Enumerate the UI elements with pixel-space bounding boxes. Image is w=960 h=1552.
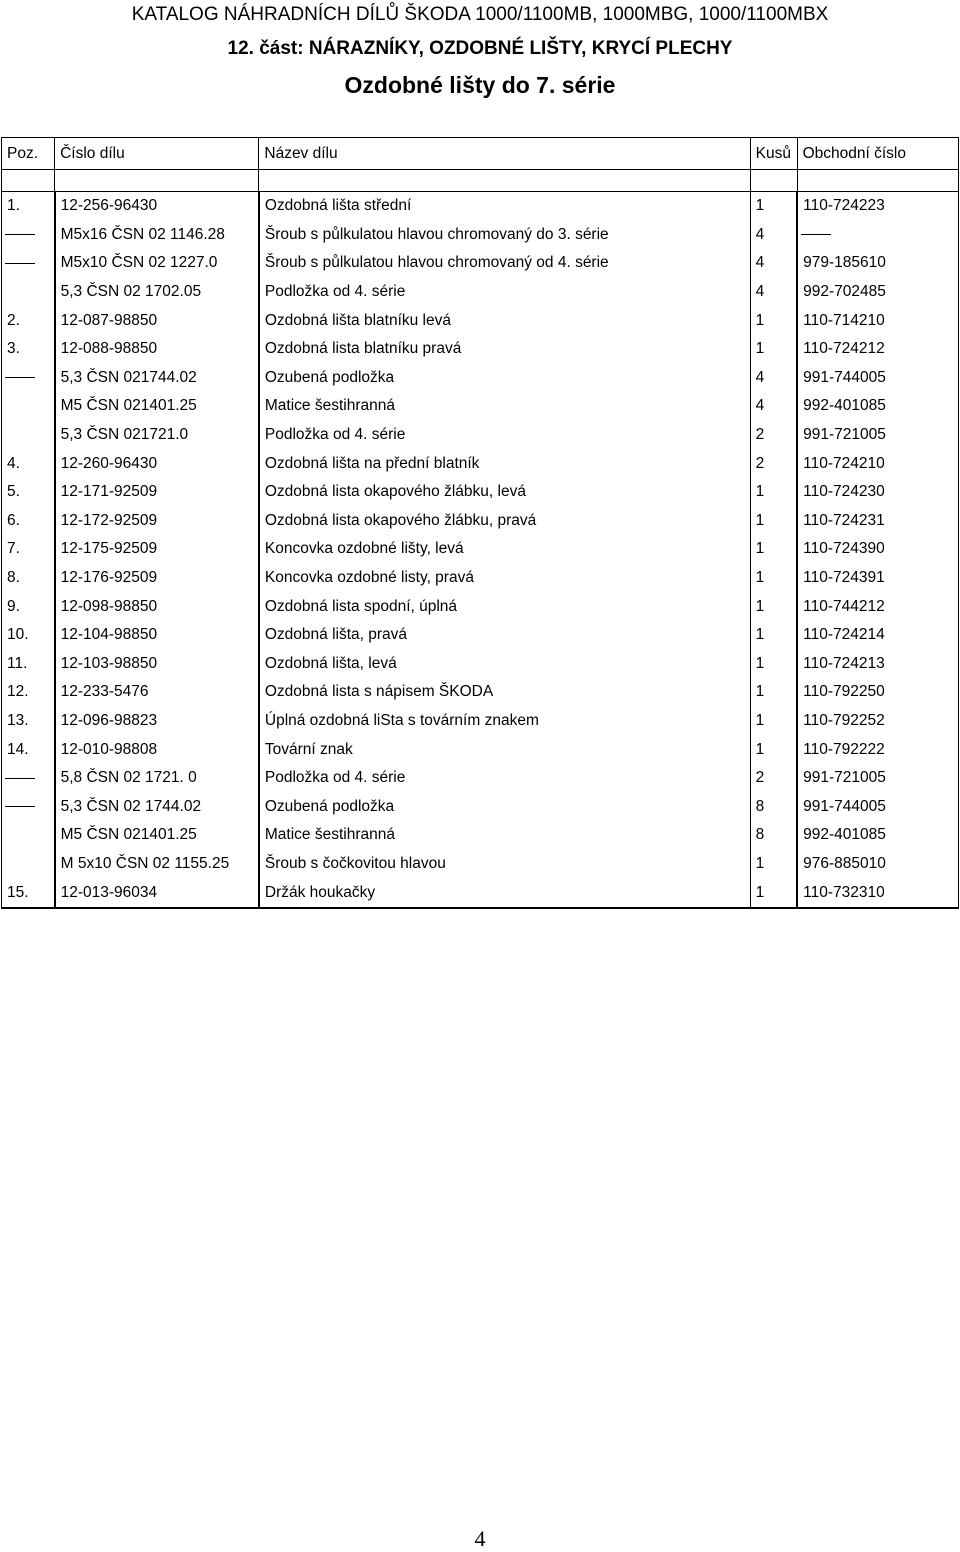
- cell-poz: 13.: [2, 707, 55, 736]
- cell-obchodni: 110-714210: [797, 306, 958, 335]
- cell-obchodni: 992-702485: [797, 278, 958, 307]
- cell-kusu: 1: [750, 850, 797, 879]
- cell-poz: 11.: [2, 650, 55, 679]
- table-row: [2, 192, 959, 221]
- cell-kusu: 1: [750, 621, 797, 650]
- cell-kusu: 1: [750, 478, 797, 507]
- table-row: [2, 392, 959, 421]
- cell-kusu: 1: [750, 306, 797, 335]
- cell-cislo: 12-176-92509: [55, 564, 259, 593]
- table-row: [2, 850, 959, 879]
- table-row: [2, 592, 959, 621]
- cell-poz: [2, 421, 55, 450]
- header-cislo: Číslo dílu: [55, 138, 259, 170]
- cell-cislo: 5,3 ČSN 021744.02: [55, 364, 259, 393]
- cell-nazev: Ozubená podložka: [259, 364, 750, 393]
- cell-nazev: Držák houkačky: [259, 878, 750, 908]
- table-row: [2, 735, 959, 764]
- cell-obchodni: 110-724231: [797, 507, 958, 536]
- cell-cislo: 12-098-98850: [55, 592, 259, 621]
- cell-poz: [2, 792, 55, 821]
- cell-kusu: 4: [750, 249, 797, 278]
- cell-nazev: Ozdobná lišta střední: [259, 192, 750, 221]
- cell-kusu: 2: [750, 764, 797, 793]
- cell-obchodni: 110-792250: [797, 678, 958, 707]
- cell-poz: [2, 821, 55, 850]
- page-number: 4: [474, 1526, 486, 1551]
- dash-mark: [5, 263, 35, 264]
- cell-poz: 3.: [2, 335, 55, 364]
- table-row: [2, 792, 959, 821]
- cell-obchodni: 991-744005: [797, 792, 958, 821]
- cell-poz: [2, 278, 55, 307]
- table-row: [2, 449, 959, 478]
- dash-mark: [5, 234, 35, 235]
- cell-obchodni: 110-724213: [797, 650, 958, 679]
- cell-obchodni: 110-732310: [797, 878, 958, 908]
- cell-poz: 6.: [2, 507, 55, 536]
- header-kusu: Kusů: [750, 138, 797, 170]
- cell-nazev: Koncovka ozdobné listy, pravá: [259, 564, 750, 593]
- cell-obchodni: 110-724214: [797, 621, 958, 650]
- cell-cislo: 12-171-92509: [55, 478, 259, 507]
- table-row: [2, 335, 959, 364]
- cell-obchodni: 976-885010: [797, 850, 958, 879]
- cell-obchodni: 110-792222: [797, 735, 958, 764]
- table-row: [2, 306, 959, 335]
- table-row: [2, 278, 959, 307]
- cell-nazev: Matice šestihranná: [259, 392, 750, 421]
- cell-poz: [2, 249, 55, 278]
- cell-kusu: 1: [750, 335, 797, 364]
- cell-obchodni: 979-185610: [797, 249, 958, 278]
- cell-cislo: 12-013-96034: [55, 878, 259, 908]
- cell-poz: 9.: [2, 592, 55, 621]
- cell-poz: 4.: [2, 449, 55, 478]
- cell-kusu: 2: [750, 449, 797, 478]
- cell-obchodni: 110-724212: [797, 335, 958, 364]
- cell-cislo: 5,8 ČSN 02 1721. 0: [55, 764, 259, 793]
- cell-poz: [2, 221, 55, 250]
- cell-obchodni: 110-724391: [797, 564, 958, 593]
- table-row: [2, 507, 959, 536]
- cell-nazev: Šroub s půlkulatou hlavou chromovaný od 4. série: [259, 249, 750, 278]
- cell-cislo: 12-260-96430: [55, 449, 259, 478]
- cell-kusu: 1: [750, 878, 797, 908]
- cell-poz: [2, 850, 55, 879]
- header-obchodni: Obchodní číslo: [797, 138, 958, 170]
- cell-kusu: 1: [750, 592, 797, 621]
- cell-nazev: Tovární znak: [259, 735, 750, 764]
- cell-nazev: Ozdobná lista okapového žlábku, pravá: [259, 507, 750, 536]
- cell-kusu: 8: [750, 821, 797, 850]
- cell-obchodni: 110-792252: [797, 707, 958, 736]
- cell-cislo: M5 ČSN 021401.25: [55, 821, 259, 850]
- table-row: [2, 564, 959, 593]
- cell-cislo: 12-088-98850: [55, 335, 259, 364]
- table-row: [2, 707, 959, 736]
- dash-mark: [5, 778, 35, 779]
- cell-cislo: M 5x10 ČSN 02 1155.25: [55, 850, 259, 879]
- cell-kusu: 1: [750, 707, 797, 736]
- table-row: [2, 421, 959, 450]
- table-row: [2, 764, 959, 793]
- cell-poz: 12.: [2, 678, 55, 707]
- cell-nazev: Šroub s půlkulatou hlavou chromovaný do 3. série: [259, 221, 750, 250]
- cell-nazev: Ozdobná lišta, levá: [259, 650, 750, 679]
- cell-poz: 15.: [2, 878, 55, 908]
- cell-kusu: 1: [750, 735, 797, 764]
- cell-nazev: Podložka od 4. série: [259, 764, 750, 793]
- cell-poz: 7.: [2, 535, 55, 564]
- cell-nazev: Šroub s čočkovitou hlavou: [259, 850, 750, 879]
- cell-nazev: Podložka od 4. série: [259, 278, 750, 307]
- table-row: [2, 678, 959, 707]
- table-row: [2, 535, 959, 564]
- cell-cislo: 12-010-98808: [55, 735, 259, 764]
- cell-obchodni: 992-401085: [797, 392, 958, 421]
- section-title: 12. část: NÁRAZNÍKY, OZDOBNÉ LIŠTY, KRYCÍ PLECHY: [227, 38, 733, 59]
- cell-cislo: 5,3 ČSN 021721.0: [55, 421, 259, 450]
- cell-obchodni: 110-724230: [797, 478, 958, 507]
- table-row: [2, 364, 959, 393]
- cell-poz: [2, 764, 55, 793]
- cell-poz: 14.: [2, 735, 55, 764]
- cell-obchodni: 991-721005: [797, 764, 958, 793]
- cell-cislo: 5,3 ČSN 02 1702.05: [55, 278, 259, 307]
- cell-obchodni: [797, 221, 958, 250]
- parts-table: [1, 137, 959, 909]
- cell-nazev: Ozdobná lista s nápisem ŠKODA: [259, 678, 750, 707]
- catalog-title: KATALOG NÁHRADNÍCH DÍLŮ ŠKODA 1000/1100MB, 1000MBG, 1000/1100MBX: [131, 4, 829, 25]
- table-row: [2, 221, 959, 250]
- cell-nazev: Matice šestihranná: [259, 821, 750, 850]
- cell-kusu: 1: [750, 564, 797, 593]
- cell-nazev: Úplná ozdobná liSta s továrním znakem: [259, 707, 750, 736]
- cell-poz: 8.: [2, 564, 55, 593]
- table-row: [2, 650, 959, 679]
- cell-kusu: 1: [750, 192, 797, 221]
- cell-obchodni: 110-724223: [797, 192, 958, 221]
- page-title: Ozdobné lišty do 7. série: [344, 72, 616, 98]
- cell-poz: 2.: [2, 306, 55, 335]
- cell-poz: [2, 392, 55, 421]
- cell-cislo: M5 ČSN 021401.25: [55, 392, 259, 421]
- table-row: [2, 621, 959, 650]
- cell-nazev: Ozdobná lista blatníku pravá: [259, 335, 750, 364]
- dash-mark: [5, 806, 35, 807]
- cell-cislo: M5x16 ČSN 02 1146.28: [55, 221, 259, 250]
- header-spacer-row: [2, 170, 959, 192]
- cell-obchodni: 992-401085: [797, 821, 958, 850]
- dash-mark: [801, 234, 831, 235]
- cell-cislo: 5,3 ČSN 02 1744.02: [55, 792, 259, 821]
- header-poz: Poz.: [2, 138, 55, 170]
- cell-poz: [2, 364, 55, 393]
- cell-kusu: 4: [750, 364, 797, 393]
- cell-kusu: 4: [750, 278, 797, 307]
- cell-cislo: 12-087-98850: [55, 306, 259, 335]
- cell-kusu: 1: [750, 678, 797, 707]
- cell-kusu: 1: [750, 535, 797, 564]
- cell-nazev: Ozdobná lišta na přední blatník: [259, 449, 750, 478]
- cell-cislo: 12-175-92509: [55, 535, 259, 564]
- cell-kusu: 1: [750, 507, 797, 536]
- cell-nazev: Ozdobná lista okapového žlábku, levá: [259, 478, 750, 507]
- cell-cislo: 12-256-96430: [55, 192, 259, 221]
- table-header-row: [2, 138, 959, 170]
- table-row: [2, 478, 959, 507]
- cell-poz: 5.: [2, 478, 55, 507]
- cell-kusu: 4: [750, 221, 797, 250]
- header-nazev: Název dílu: [259, 138, 750, 170]
- cell-obchodni: 991-744005: [797, 364, 958, 393]
- cell-nazev: Ozdobná lista spodní, úplná: [259, 592, 750, 621]
- table-row: [2, 878, 959, 908]
- cell-nazev: Ozubená podložka: [259, 792, 750, 821]
- cell-poz: 10.: [2, 621, 55, 650]
- cell-nazev: Koncovka ozdobné lišty, levá: [259, 535, 750, 564]
- table-row: [2, 249, 959, 278]
- cell-obchodni: 110-724390: [797, 535, 958, 564]
- cell-nazev: Ozdobná lišta blatníku levá: [259, 306, 750, 335]
- cell-kusu: 1: [750, 650, 797, 679]
- cell-kusu: 4: [750, 392, 797, 421]
- dash-mark: [5, 377, 35, 378]
- cell-cislo: 12-096-98823: [55, 707, 259, 736]
- table-row: [2, 821, 959, 850]
- cell-obchodni: 991-721005: [797, 421, 958, 450]
- cell-kusu: 8: [750, 792, 797, 821]
- cell-cislo: M5x10 ČSN 02 1227.0: [55, 249, 259, 278]
- cell-kusu: 2: [750, 421, 797, 450]
- cell-cislo: 12-233-5476: [55, 678, 259, 707]
- cell-cislo: 12-172-92509: [55, 507, 259, 536]
- cell-nazev: Ozdobná lišta, pravá: [259, 621, 750, 650]
- cell-nazev: Podložka od 4. série: [259, 421, 750, 450]
- cell-poz: 1.: [2, 192, 55, 221]
- cell-cislo: 12-103-98850: [55, 650, 259, 679]
- cell-cislo: 12-104-98850: [55, 621, 259, 650]
- cell-obchodni: 110-744212: [797, 592, 958, 621]
- cell-obchodni: 110-724210: [797, 449, 958, 478]
